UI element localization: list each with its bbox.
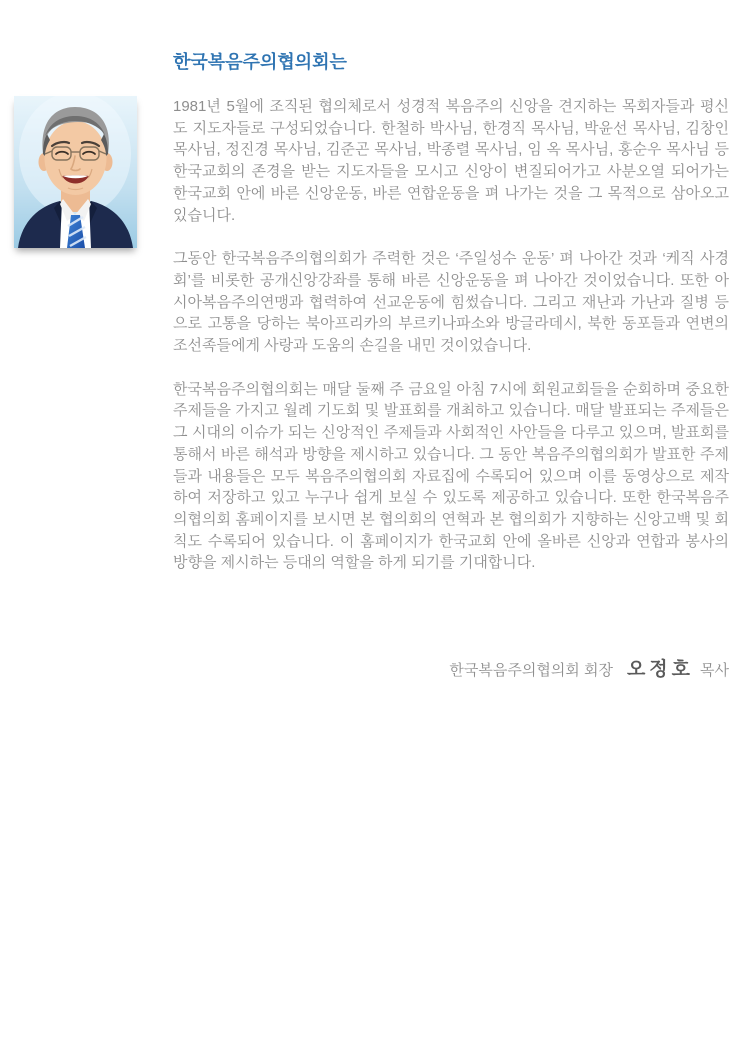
president-portrait-illustration [14, 96, 137, 248]
paragraph-monthly-meetings: 한국복음주의협의회는 매달 둘째 주 금요일 아침 7시에 회원교회들을 순회하며 중요한 주제들을 가지고 월례 기도회 및 발표회를 개최하고 있습니다. 매달 발표되는 주제들은 그 시대의 이슈가 되는 신앙적인 주제들과 사회적인 사안들을 다루고 있으며, 발표회를 통해서 바른 해석과 방향을 제시하고 있습니다. 그 동안 복음주의협의회가 발표한 주제들과 내용들은 모두 복음주의협의회 자료집에 수록되어 있으며 이를 동영상으로 제작하여 저장하고 있고 누구나 쉽게 보실 수 있도록 제공하고 있습니다. 또한 한국복음주의협의회 홈페이지를 보시면 본 협의회의 연혁과 본 협의회가 지향하는 신앙고백 및 회칙도 수록되어 있습니다. 이 홈페이지가 한국교회 안에 올바른 신앙과 연합과 봉사의 방향을 제시하는 등대의 역할을 하게 되기를 기대합니다. [173, 380, 729, 572]
paragraph-activities: 그동안 한국복음주의협의회가 주력한 것은 ‘주일성수 운동’ 펴 나아간 것과 ‘케직 사경회’를 비롯한 공개신앙강좌를 통해 바른 신앙운동을 펴 나아간 것이었습니다. 또한 아시아복음주의연맹과 협력하여 선교운동에 힘썼습니다. 그리고 재난과 가난과 질병 등으로 고통을 당하는 북아프리카의 부르키나파소와 방글라데시, 북한 동포들과 연변의 조선족들에게 사랑과 도움의 손길을 내민 것이었습니다. [173, 250, 729, 355]
signature-line [173, 654, 729, 681]
signature-title: 목사 [700, 662, 729, 680]
article-content [173, 52, 729, 681]
paragraph-founding: 1981년 5월에 조직된 협의체로서 성경적 복음주의 신앙을 견지하는 목회자들과 평신도 지도자들로 구성되었습니다. 한철하 박사님, 한경직 목사님, 박윤선 목사님, 김창인 목사님, 정진경 목사님, 김준곤 목사님, 박종렬 목사님, 임 옥 목사님, 홍순우 목사님 등 한국교회의 존경을 받는 지도자들을 모시고 신앙이 변질되어가고 사분오열 되어가는 한국교회 안에 바른 신앙운동, 바른 연합운동을 펴 나가는 것을 그 목적으로 삼아오고 있습니다. [173, 98, 729, 224]
signature-name: 오정호 [626, 659, 695, 681]
president-photo [14, 96, 137, 248]
page-title: 한국복음주의협의회는 [173, 52, 347, 72]
signature-role: 한국복음주의협의회 회장 [449, 662, 613, 680]
